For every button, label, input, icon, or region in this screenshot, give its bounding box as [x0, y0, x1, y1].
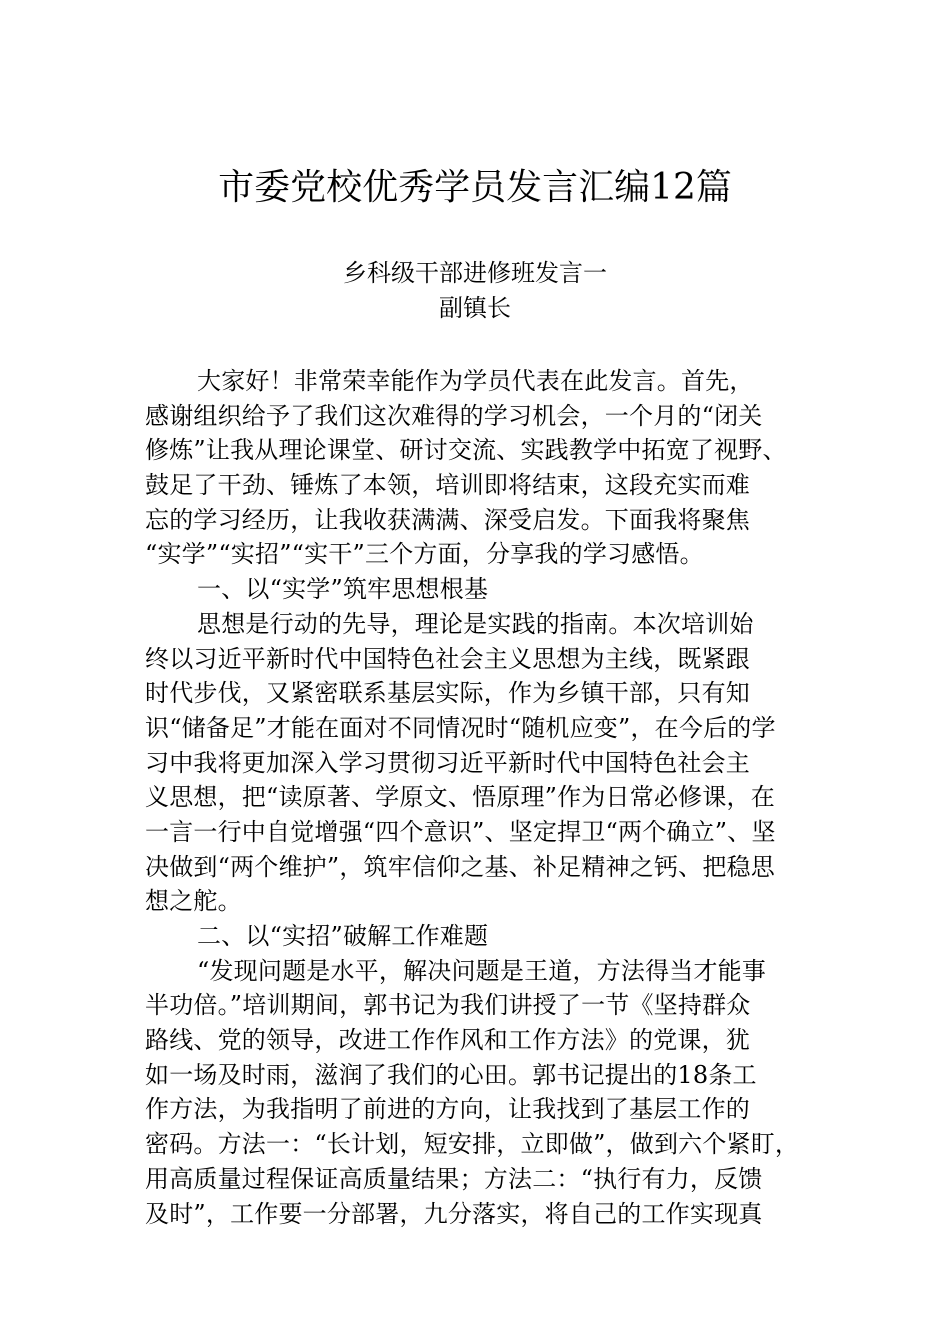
body-text-line: “发现问题是水平，解决问题是王道，方法得当才能事 [197, 956, 767, 985]
body-text-line: 习中我将更加深入学习贯彻习近平新时代中国特色社会主 [145, 748, 750, 777]
body-text-line: 思想是行动的先导，理论是实践的指南。本次培训始 [197, 609, 754, 638]
body-text-line: 想之舵。 [145, 887, 242, 916]
body-text-line: 忘的学习经历，让我收获满满、深受启发。下面我将聚焦 [145, 505, 750, 534]
body-text-line: 识“储备足”才能在面对不同情况时“随机应变”，在今后的学 [145, 713, 776, 742]
body-text-line: 感谢组织给予了我们这次难得的学习机会，一个月的“闭关 [145, 401, 763, 430]
body-text-line: 半功倍。”培训期间，郭书记为我们讲授了一节《坚持群众 [145, 991, 751, 1020]
body-text-line: 路线、党的领导，改进工作作风和工作方法》的党课，犹 [145, 1026, 750, 1055]
body-text-line: 终以习近平新时代中国特色社会主义思想为主线，既紧跟 [145, 644, 750, 673]
body-text-line: 时代步伐，又紧密联系基层实际，作为乡镇干部，只有知 [145, 679, 750, 708]
speech-body [145, 364, 825, 1231]
body-text-line: 鼓足了干劲、锤炼了本领，培训即将结束，这段充实而难 [145, 471, 750, 500]
body-text-line: 用高质量过程保证高质量结果；方法二：“执行有力，反馈 [145, 1164, 763, 1193]
body-text-line: “实学”“实招”“实干”三个方面，分享我的学习感悟。 [145, 540, 704, 569]
body-text-line: 密码。方法一：“长计划，短安排，立即做”，做到六个紧盯， [145, 1130, 800, 1159]
body-text-line: 一言一行中自觉增强“四个意识”、坚定捍卫“两个确立”、坚 [145, 817, 776, 846]
body-text-line: 修炼”让我从理论课堂、研讨交流、实践教学中拓宽了视野、 [145, 436, 787, 465]
body-text-line: 二、以“实招”破解工作难题 [197, 922, 489, 950]
body-text-line: 如一场及时雨，滋润了我们的心田。郭书记提出的18条工 [145, 1060, 757, 1089]
speaker-title: 副镇长 [439, 294, 511, 322]
body-text-line: 大家好！非常荣幸能作为学员代表在此发言。首先， [197, 367, 754, 395]
body-text-line: 及时”，工作要一分部署，九分落实，将自己的工作实现真 [145, 1199, 763, 1228]
body-text-line: 决做到“两个维护”，筑牢信仰之基、补足精神之钙、把稳思 [145, 852, 775, 881]
body-text-line: 一、以“实学”筑牢思想根基 [197, 575, 489, 604]
document-title: 市委党校优秀学员发言汇编12篇 [218, 167, 732, 208]
body-text-line: 义思想，把“读原著、学原文、悟原理”作为日常必修课，在 [145, 783, 775, 812]
speech-subtitle: 乡科级干部进修班发言一 [343, 259, 607, 287]
body-text-line: 作方法，为我指明了前进的方向，让我找到了基层工作的 [145, 1095, 750, 1124]
